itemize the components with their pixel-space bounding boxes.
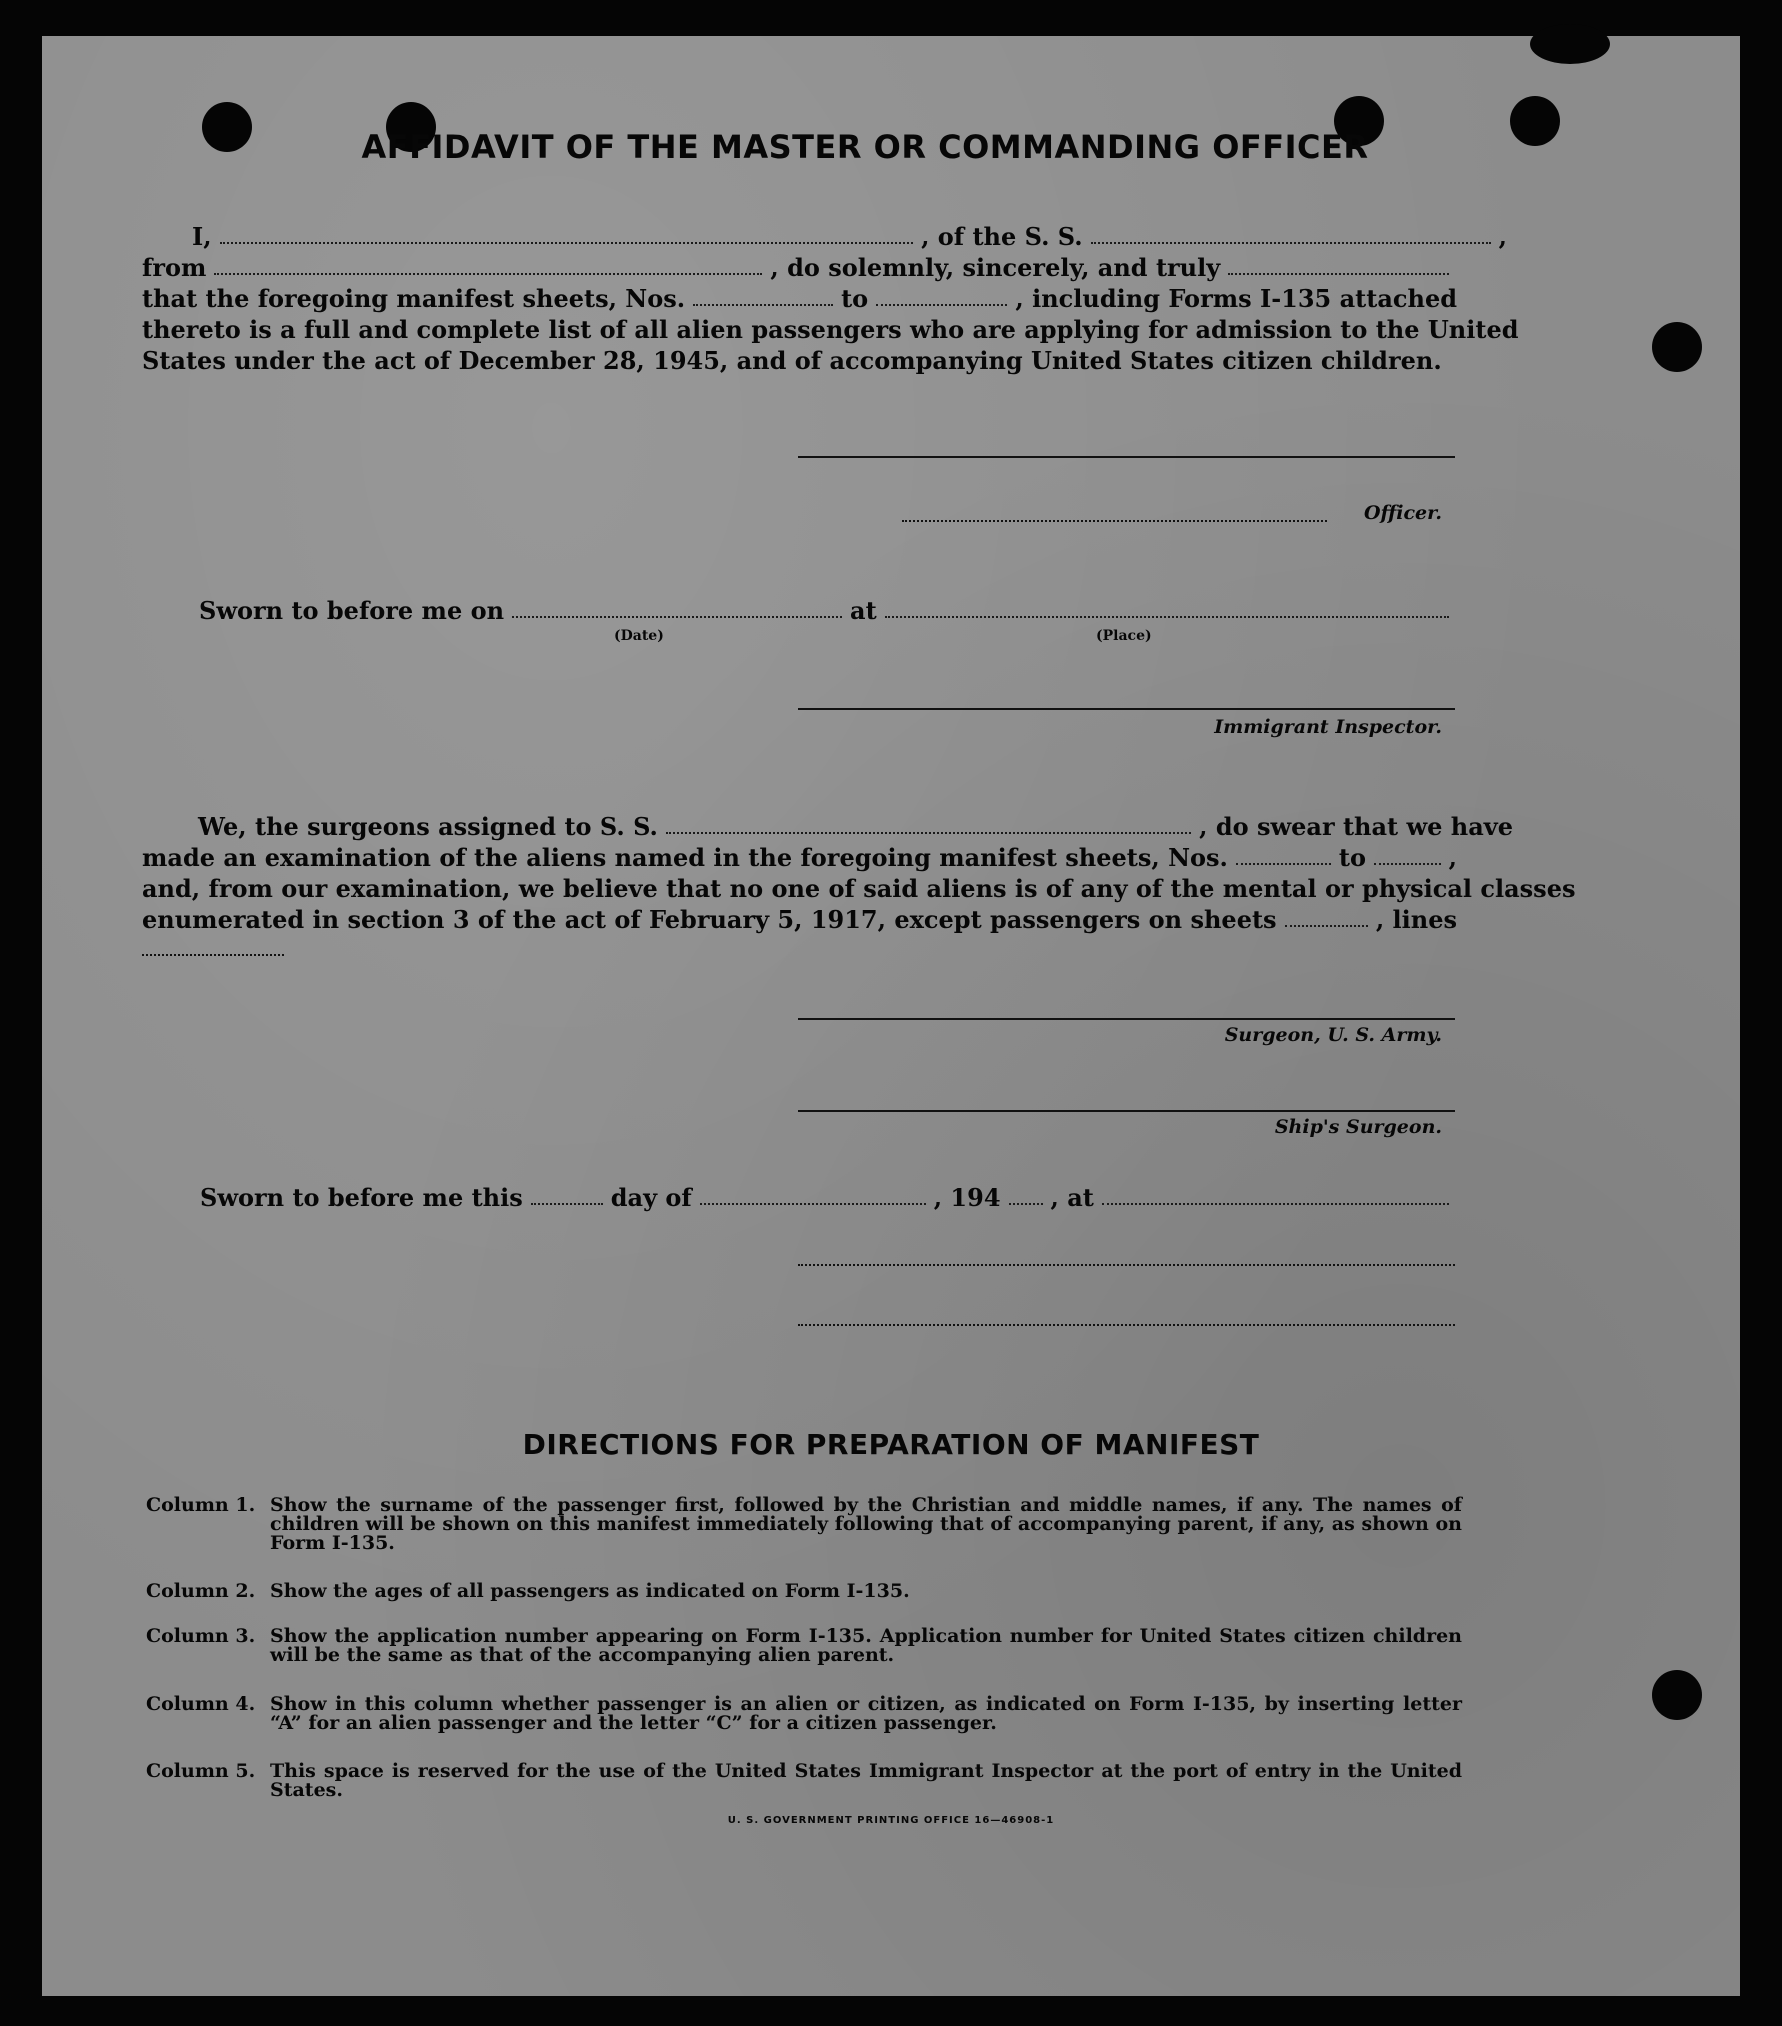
army-surgeon-caption: Surgeon, U. S. Army. (1224, 1024, 1442, 1046)
master-name-field[interactable] (220, 242, 913, 244)
officer-title-line[interactable] (902, 520, 1327, 522)
direction-label: Column 3. (146, 1625, 256, 1647)
sworn-at-field[interactable] (1102, 1203, 1449, 1205)
direction-item (146, 1496, 1462, 1553)
affidavit-line-2: from , do solemnly, sincerely, and truly (142, 251, 1457, 282)
ship-surgeon-signature-line[interactable] (798, 1110, 1455, 1112)
affidavit-line-4: thereto is a full and complete list of all alien passengers who are applying for admission to the United (142, 315, 1519, 344)
sworn-day-field[interactable] (531, 1203, 603, 1205)
except-sheets-field[interactable] (1285, 925, 1368, 927)
place-label: (Place) (1096, 628, 1152, 644)
direction-text: Show the ages of all passengers as indicated on Form I-135. (270, 1580, 910, 1602)
direction-item (146, 1695, 1462, 1733)
officer-caption: Officer. (1363, 502, 1442, 524)
direction-text: This space is reserved for the use of the United States Immigrant Inspector at the port of entry in the United States. (270, 1760, 1462, 1801)
sworn-month-field[interactable] (700, 1203, 926, 1205)
punch-hole (1652, 322, 1702, 372)
sworn-place-field[interactable] (885, 616, 1449, 618)
affidavit-title: AFFIDAVIT OF THE MASTER OR COMMANDING OFFICER (361, 128, 1369, 166)
oath-field[interactable] (1228, 273, 1449, 275)
sheet-to-field[interactable] (876, 304, 1007, 306)
sworn-year-field[interactable] (1009, 1203, 1043, 1205)
ship-name-field[interactable] (1091, 242, 1491, 244)
direction-label: Column 5. (146, 1760, 256, 1782)
surgeons-line-3: and, from our examination, we believe that no one of said aliens is of any of the mental or physical classes (142, 874, 1576, 903)
except-lines-field[interactable] (142, 954, 284, 956)
sheet-from-field[interactable] (693, 304, 833, 306)
affidavit-line-5: States under the act of December 28, 1945, and of accompanying United States citizen children. (142, 346, 1442, 375)
master-signature-line[interactable] (798, 456, 1455, 458)
direction-item (146, 1627, 1462, 1665)
sworn-date-field[interactable] (512, 616, 842, 618)
inspector-caption: Immigrant Inspector. (1214, 716, 1442, 738)
direction-text: Show the application number appearing on Form I-135. Application number for United States citizen children will be the same as that of the accompanying alien parent. (270, 1625, 1462, 1666)
surgeon-sheet-from-field[interactable] (1236, 863, 1331, 865)
inspector-signature-line[interactable] (798, 708, 1455, 710)
direction-text: Show the surname of the passenger first, followed by the Christian and middle names, if any. The names of children will be shown on this manifest immediately following that of accompanying parent, if any, as shown on Form I-135. (270, 1494, 1462, 1554)
affidavit-line-1: I, , of the S. S. , (192, 222, 1507, 251)
sworn-title-line[interactable] (798, 1324, 1455, 1326)
printing-office-imprint: U. S. GOVERNMENT PRINTING OFFICE 16—46908-1 (727, 1815, 1055, 1826)
direction-label: Column 2. (146, 1580, 256, 1602)
surgeons-line-2: made an examination of the aliens named in the foregoing manifest sheets, Nos. to , (142, 843, 1457, 872)
army-surgeon-signature-line[interactable] (798, 1018, 1455, 1020)
punch-hole (1530, 24, 1610, 64)
surgeons-line-4: enumerated in section 3 of the act of February 5, 1917, except passengers on sheets , lines (142, 905, 1457, 934)
direction-label: Column 4. (146, 1693, 256, 1715)
punch-hole (1652, 1670, 1702, 1720)
direction-item (146, 1762, 1462, 1800)
date-label: (Date) (614, 628, 664, 644)
form-page (42, 36, 1740, 1996)
sworn-before-line: Sworn to before me on at (199, 594, 1457, 625)
sworn-day-line: Sworn to before me this day of , 194 , at (200, 1181, 1457, 1212)
surgeons-line-1: We, the surgeons assigned to S. S. , do swear that we have (198, 812, 1513, 841)
surgeon-ship-field[interactable] (666, 832, 1191, 834)
directions-title: DIRECTIONS FOR PREPARATION OF MANIFEST (522, 1428, 1260, 1461)
direction-item (146, 1582, 1462, 1601)
affidavit-line-3: that the foregoing manifest sheets, Nos. to , including Forms I-135 attached (142, 284, 1457, 313)
direction-text: Show in this column whether passenger is an alien or citizen, as indicated on Form I-135, by inserting letter “A” for an alien passenger and the letter “C” for a citizen passenger. (270, 1693, 1462, 1734)
port-from-field[interactable] (214, 273, 762, 275)
sworn-signature-line[interactable] (798, 1264, 1455, 1266)
surgeon-sheet-to-field[interactable] (1374, 863, 1441, 865)
direction-label: Column 1. (146, 1494, 256, 1516)
ship-surgeon-caption: Ship's Surgeon. (1274, 1116, 1442, 1138)
